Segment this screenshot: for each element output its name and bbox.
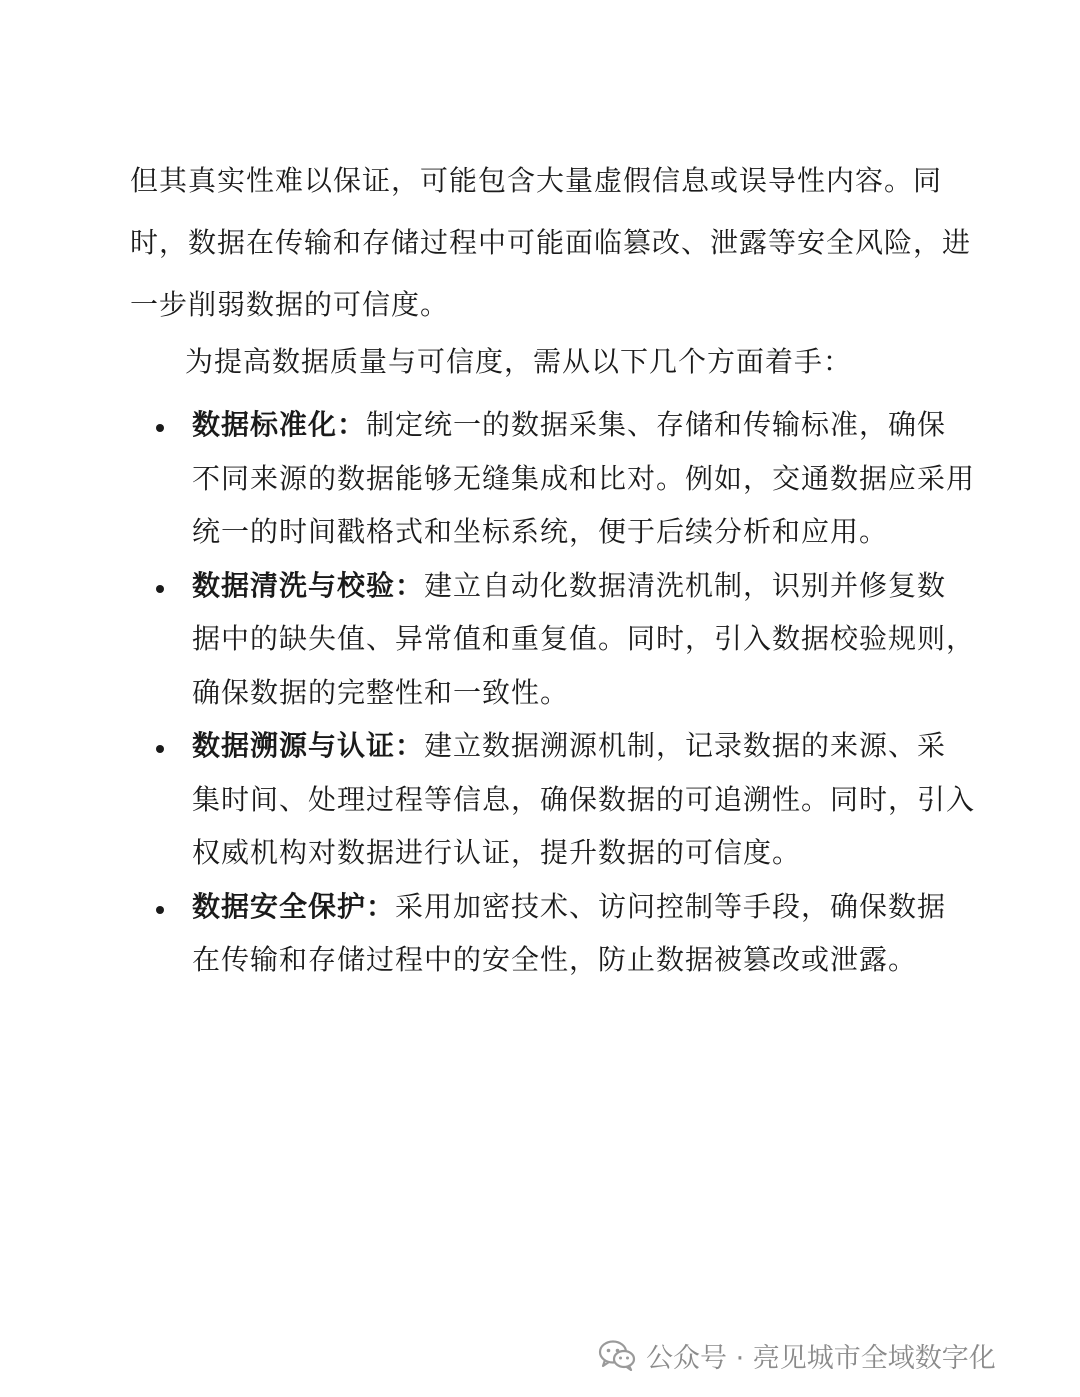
watermark — [598, 1332, 996, 1378]
bullet-text: 制定统一的数据采集、存储和传输标准，确保 — [366, 408, 947, 441]
bullet-term: 数据清洗与校验： — [192, 568, 425, 602]
bullet-dot — [156, 906, 164, 914]
lead-paragraph — [185, 331, 965, 393]
bullet-line: 据中的缺失值、异常值和重复值。同时，引入数据校验规则， — [192, 622, 976, 655]
watermark-text: 公众号 · 亮见城市全域数字化 — [646, 1342, 996, 1374]
bullet-text: 采用加密技术、访问控制等手段，确保数据 — [395, 889, 947, 923]
bullet-term: 数据溯源与认证： — [192, 729, 425, 762]
lead-line: 为提高数据质量与可信度，需从以下几个方面着手： — [185, 345, 853, 378]
bullet-line — [192, 880, 970, 934]
intro-line: 但其真实性难以保证，可能包含大量虚假信息或误导性内容。同 — [130, 164, 943, 197]
list-item — [150, 880, 970, 987]
bullet-text: 建立自动化数据清洗机制，识别并修复数 — [424, 568, 947, 602]
bullet-line — [192, 719, 970, 773]
bullet-dot — [156, 424, 164, 432]
bullet-term: 数据标准化： — [192, 408, 367, 441]
list-item — [150, 559, 976, 720]
intro-paragraph — [130, 150, 972, 336]
bullet-term: 数据安全保护： — [192, 889, 396, 923]
bullet-text: 建立数据溯源机制，记录数据的来源、采 — [424, 729, 947, 762]
bullet-line — [192, 398, 970, 452]
list-item — [150, 719, 976, 880]
bullet-line: 统一的时间戳格式和坐标系统，便于后续分析和应用。 — [192, 515, 889, 548]
intro-line: 一步削弱数据的可信度。 — [130, 288, 450, 321]
bullet-dot — [156, 585, 164, 593]
bullet-line: 集时间、处理过程等信息，确保数据的可追溯性。同时，引入 — [192, 782, 976, 816]
bullet-line — [192, 559, 970, 613]
bullet-dot — [156, 745, 164, 753]
bullet-line: 权威机构对数据进行认证，提升数据的可信度。 — [192, 836, 802, 869]
bullet-line: 不同来源的数据能够无缝集成和比对。例如，交通数据应采用 — [192, 461, 976, 495]
list-item — [150, 398, 976, 559]
bullet-line: 确保数据的完整性和一致性。 — [192, 675, 570, 709]
bullet-line: 在传输和存储过程中的安全性，防止数据被篡改或泄露。 — [192, 943, 918, 976]
bullet-list — [150, 398, 976, 987]
wechat-icon — [598, 1339, 636, 1371]
intro-line: 时，数据在传输和存储过程中可能面临篡改、泄露等安全风险，进 — [130, 226, 972, 259]
